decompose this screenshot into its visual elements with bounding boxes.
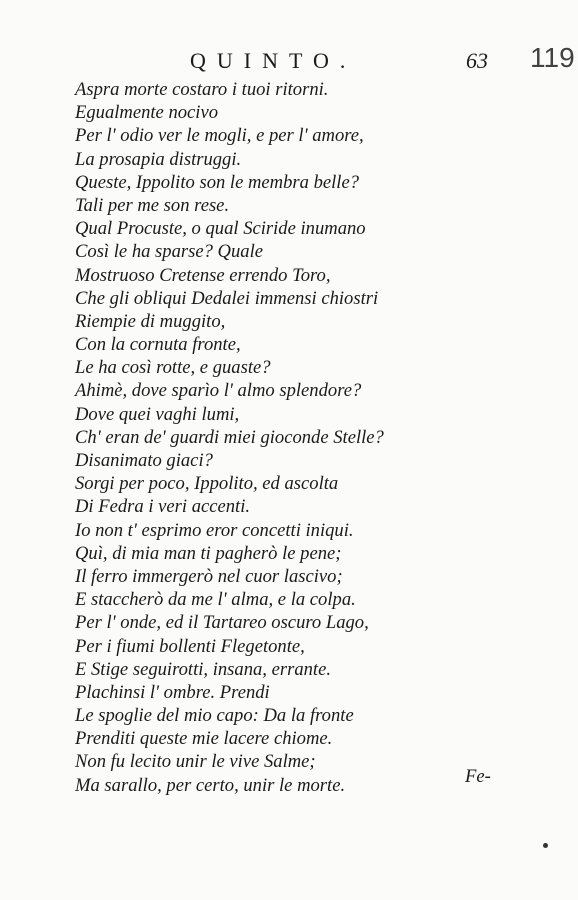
verse-line: Egualmente nocivo (75, 102, 219, 124)
catchword: Fe- (465, 766, 491, 787)
running-head: QUINTO. (190, 48, 357, 73)
verse-line: Sorgi per poco, Ippolito, ed ascolta (75, 473, 339, 495)
verse-line: Il ferro immergerò nel cuor lascivo; (75, 565, 343, 587)
verse-line: Aspra morte costaro i tuoi ritorni. (75, 79, 329, 100)
verse-line: Prenditi queste mie lacere chiome. (75, 728, 333, 750)
verse-line: Con la cornuta fronte, (75, 334, 241, 356)
verse-line: E Stige seguirotti, insana, errante. (75, 658, 331, 680)
verse-line: Qual Procuste, o qual Sciride inumano (75, 218, 366, 240)
verse-line: Per l' odio ver le mogli, e per l' amore, (75, 125, 364, 147)
ink-speck (543, 843, 548, 848)
handwritten-folio-number: 119 (530, 42, 575, 73)
verse-line: Così le ha sparse? Quale (75, 241, 263, 263)
verse-line: Disanimato giaci? (75, 450, 213, 471)
verse-line: Di Fedra i veri accenti. (75, 496, 251, 518)
verse-line: Per l' onde, ed il Tartareo oscuro Lago, (75, 612, 369, 634)
verse-line: Io non t' esprimo eror concetti iniqui. (75, 519, 354, 541)
verse-line: Non fu lecito unir le vive Salme; (75, 751, 316, 773)
verse-line: Per i fiumi bollenti Flegetonte, (75, 635, 305, 657)
verse-line: Ahimè, dove sparìo l' almo splendore? (75, 380, 362, 402)
verse-line: Le spoglie del mio capo: Da la fronte (75, 705, 354, 727)
verse-line: Ch' eran de' guardi miei gioconde Stelle? (75, 426, 384, 448)
verse-line: Queste, Ippolito son le membra belle? (75, 171, 360, 193)
verse-line: Ma sarallo, per certo, unir le morte. (75, 774, 346, 796)
verse-block (75, 78, 558, 797)
verse-line: Tali per me son rese. (75, 194, 230, 216)
verse-line: Dove quei vaghi lumi, (75, 403, 240, 425)
verse-line: Riempie di muggito, (75, 310, 226, 332)
verse-line: E staccherò da me l' alma, e la colpa. (75, 589, 356, 611)
verse-line: Plachinsi l' ombre. Prendi (75, 681, 270, 703)
verse-line: Mostruoso Cretense errendo Toro, (75, 264, 331, 286)
verse-line: Che gli obliqui Dedalei immensi chiostri (75, 287, 379, 309)
page-number: 63 (466, 48, 488, 73)
verse-line: Quì, di mia man ti pagherò le pene; (75, 542, 342, 564)
verse-line: Le ha così rotte, e guaste? (75, 357, 271, 379)
verse-line: La prosapia distruggi. (75, 148, 242, 170)
